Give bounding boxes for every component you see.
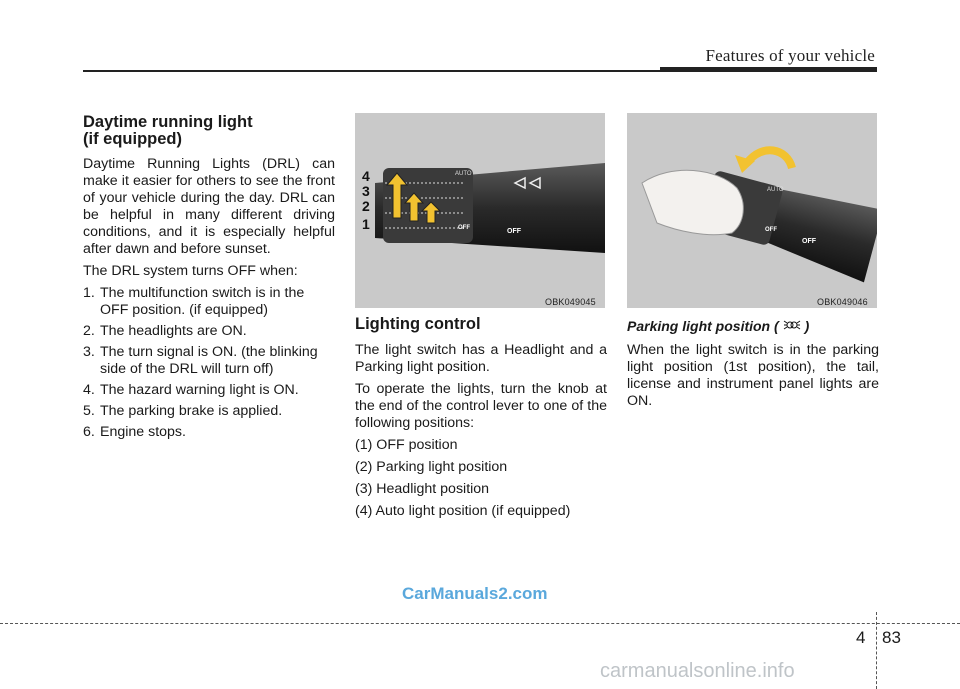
page-number: 83 (882, 628, 901, 647)
drl-heading (83, 114, 335, 148)
lighting-control-p2: To operate the lights, turn the knob at the end of the control lever to one of the following positions: (355, 381, 607, 431)
drl-off-list (83, 285, 335, 441)
right-column (627, 318, 879, 415)
header-title: Features of your vehicle (705, 46, 875, 65)
lever-position-label-1: 1 (362, 216, 370, 232)
list-item: 5. The parking brake is applied. (83, 403, 283, 419)
drl-off-lead: The DRL system turns OFF when: (83, 263, 298, 279)
lever-positions-image (355, 113, 605, 308)
lever-position-label-4: 4 (362, 168, 370, 184)
list-item: (1) OFF position (355, 437, 458, 453)
footer-vertical-divider (876, 612, 877, 689)
right-lever-text-auto: AUTO (767, 187, 784, 193)
list-item: 6. Engine stops. (83, 424, 186, 440)
image-caption-2: OBK049046 (817, 297, 868, 307)
list-item: (2) Parking light position (355, 459, 508, 475)
drl-intro: Daytime Running Lights (DRL) can make it easier for others to see the front of your vehicle during the day. DRL can be helpful in many different driving conditions, and it is especially helpful after dawn and before sunset. (83, 156, 335, 257)
header-rule-thick (660, 67, 877, 72)
parking-light-heading (627, 318, 879, 335)
parking-light-heading-prefix: Parking light position ( (627, 318, 779, 334)
list-item: 1. The multifunction switch is in the OFF position. (if equipped) (83, 285, 305, 318)
drl-heading-line1: Daytime running light (83, 113, 253, 131)
lever-position-label-3: 3 (362, 183, 370, 199)
right-lever-text-off-1: OFF (765, 227, 777, 233)
lever-text-auto: AUTO (455, 171, 472, 177)
chapter-number: 4 (856, 628, 866, 647)
watermark[interactable]: CarManuals2.com (402, 584, 548, 603)
lever-position-label-2: 2 (362, 198, 370, 214)
image-caption-1: OBK049045 (545, 297, 596, 307)
hand-turning-knob-illustration (627, 113, 877, 308)
left-column (83, 114, 335, 445)
header-rule (83, 70, 660, 72)
lighting-control-p1: The light switch has a Headlight and a Parking light position. (355, 342, 607, 375)
footer-divider (0, 623, 960, 624)
middle-column (355, 316, 607, 525)
drl-heading-line2: (if equipped) (83, 130, 182, 148)
parking-light-heading-suffix: ) (804, 318, 810, 334)
watermark-bottom: carmanualsonline.info (600, 660, 795, 682)
lever-illustration (355, 113, 605, 308)
list-item: (4) Auto light position (if equipped) (355, 503, 571, 519)
parking-light-image (627, 113, 877, 308)
lighting-control-heading: Lighting control (355, 315, 481, 333)
lever-text-off-2: OFF (507, 228, 521, 235)
list-item: (3) Headlight position (355, 481, 490, 497)
lever-text-off-1: OFF (458, 225, 470, 231)
position-list (355, 437, 607, 520)
list-item: 4. The hazard warning light is ON. (83, 382, 299, 398)
parking-light-p1: When the light switch is in the parking light position (1st position), the tail, license and instrument panel lights are ON. (627, 342, 879, 409)
right-lever-text-off-2: OFF (802, 238, 816, 245)
parking-light-icon (782, 318, 802, 335)
list-item: 2. The headlights are ON. (83, 323, 247, 339)
list-item: 3. The turn signal is ON. (the blinking side of the DRL will turn off) (83, 344, 318, 377)
